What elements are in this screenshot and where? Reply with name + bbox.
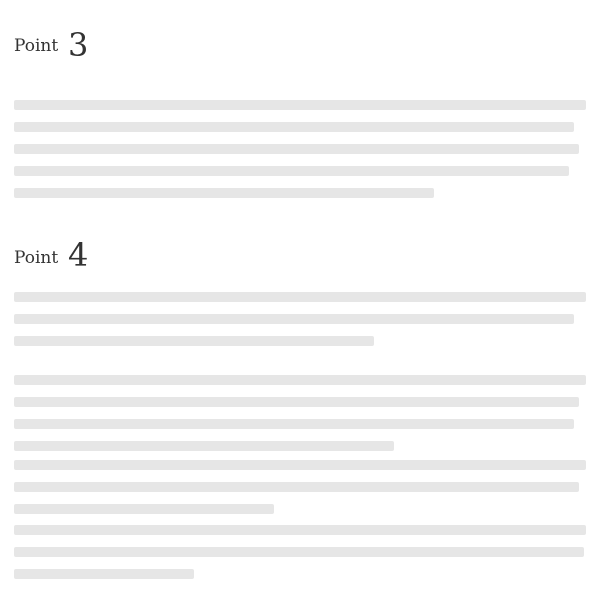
text-placeholder bbox=[14, 525, 586, 535]
text-placeholder bbox=[14, 188, 434, 198]
text-placeholder bbox=[14, 100, 586, 110]
text-placeholder bbox=[14, 375, 586, 385]
text-placeholder bbox=[14, 314, 574, 324]
text-placeholder bbox=[14, 569, 194, 579]
point3-body bbox=[14, 100, 586, 210]
text-placeholder bbox=[14, 166, 569, 176]
point3-label: Point bbox=[14, 36, 59, 56]
text-placeholder bbox=[14, 292, 586, 302]
text-placeholder bbox=[14, 419, 574, 429]
text-placeholder bbox=[14, 336, 374, 346]
text-placeholder bbox=[14, 504, 274, 514]
point3-header bbox=[14, 26, 586, 88]
point4-label: Point bbox=[14, 248, 59, 268]
text-placeholder bbox=[14, 482, 579, 492]
note-3 bbox=[14, 525, 586, 591]
note-2 bbox=[14, 460, 586, 526]
point4-number: 4 bbox=[68, 236, 89, 274]
point4-header bbox=[14, 236, 586, 284]
text-placeholder bbox=[14, 547, 584, 557]
point4-body bbox=[14, 292, 586, 358]
note-1 bbox=[14, 375, 586, 463]
text-placeholder bbox=[14, 441, 394, 451]
text-placeholder bbox=[14, 122, 574, 132]
text-placeholder bbox=[14, 144, 579, 154]
point3-number: 3 bbox=[68, 26, 89, 64]
text-placeholder bbox=[14, 460, 586, 470]
text-placeholder bbox=[14, 397, 579, 407]
